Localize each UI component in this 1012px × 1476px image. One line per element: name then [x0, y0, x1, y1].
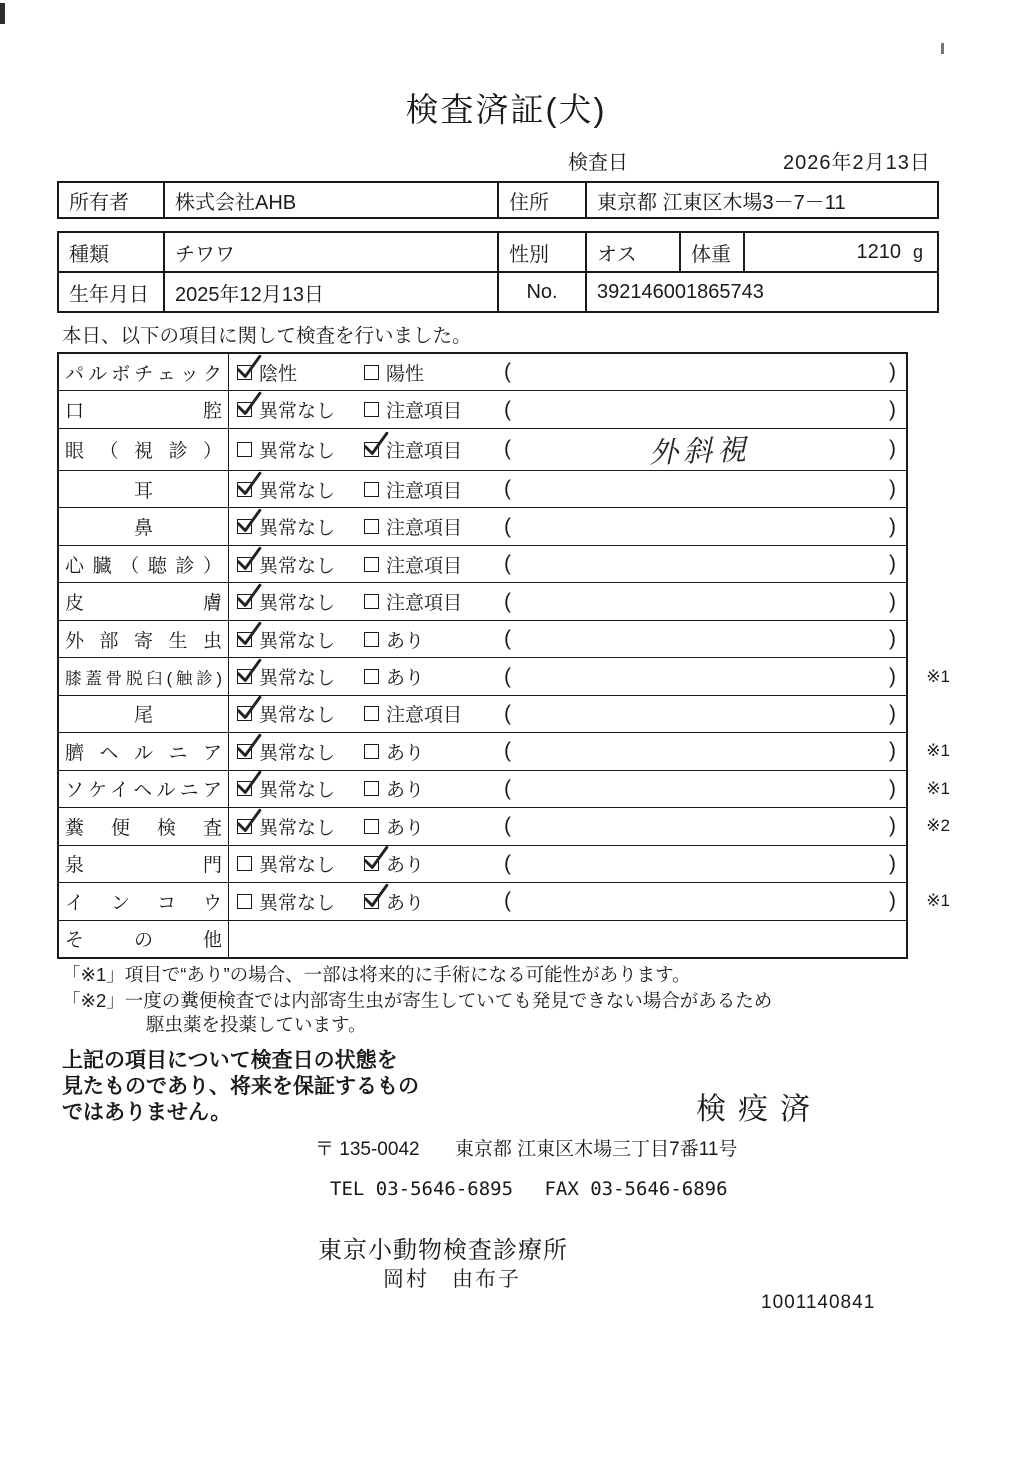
- result-field: [502, 398, 906, 422]
- checklist-row: [59, 508, 906, 545]
- checkmark-icon: [234, 546, 261, 573]
- checklist-row: [59, 583, 906, 620]
- option-label: あり: [386, 742, 425, 764]
- option-left: [237, 850, 364, 877]
- checkmark-icon: [234, 583, 261, 610]
- checkmark-icon: [361, 431, 388, 458]
- open-paren: (: [504, 477, 511, 501]
- row-note: ※1: [926, 778, 950, 798]
- breed-row: [59, 233, 937, 271]
- checklist-item-label: 耳: [133, 480, 153, 502]
- row-note: ※1: [926, 666, 950, 686]
- checklist-item-content: [229, 846, 906, 882]
- option-label: 注意項目: [386, 440, 463, 462]
- open-paren: (: [504, 776, 511, 800]
- close-paren: ): [889, 360, 896, 384]
- option-left: [237, 436, 364, 463]
- checkmark-icon: [361, 883, 388, 910]
- checkbox: [364, 442, 379, 457]
- checkbox: [237, 856, 252, 871]
- checklist-item-content: [229, 621, 906, 657]
- close-paren: ): [889, 514, 896, 538]
- breed-value: チワワ: [163, 233, 497, 271]
- option-left: [237, 588, 364, 615]
- option-label: 異常なし: [259, 705, 336, 727]
- option-left: [237, 813, 364, 840]
- checklist-item-label-cell: [59, 733, 229, 769]
- option-label: 異常なし: [259, 668, 336, 690]
- handwritten-note: [511, 403, 889, 416]
- result-field: [502, 552, 906, 576]
- option-left: [237, 396, 364, 423]
- option-label: 異常なし: [259, 855, 336, 877]
- checklist-item-label-cell: [59, 354, 229, 390]
- open-paren: (: [504, 701, 511, 725]
- checkbox: [237, 519, 252, 534]
- clinic-name: 東京小動物検査診療所: [318, 1237, 568, 1264]
- option-right: [364, 850, 502, 877]
- option-label: 異常なし: [259, 401, 336, 423]
- checkbox: [364, 365, 379, 380]
- result-field: [502, 360, 906, 384]
- close-paren: ): [889, 814, 896, 838]
- result-field: [502, 590, 906, 614]
- handwritten-note: [511, 632, 889, 645]
- checkmark-icon: [361, 845, 388, 872]
- close-paren: ): [889, 437, 896, 461]
- row-note: ※2: [926, 816, 950, 836]
- checklist-item-content: [229, 429, 906, 470]
- scan-artifact: [0, 3, 5, 24]
- handwritten-note: [511, 670, 889, 683]
- tel-number: TEL 03-5646-6895: [330, 1178, 514, 1200]
- checklist-item-label-cell: [59, 583, 229, 619]
- handwritten-note: [511, 895, 889, 908]
- handwritten-note: [511, 857, 889, 870]
- checkmark-icon: [234, 695, 261, 722]
- weight-unit: g: [912, 241, 923, 262]
- checkbox: [237, 744, 252, 759]
- sex-value: オス: [585, 233, 679, 271]
- close-paren: ): [889, 589, 896, 613]
- checklist-item-label: ソケイヘルニア: [65, 780, 222, 802]
- result-field: [502, 814, 906, 838]
- close-paren: ): [889, 627, 896, 651]
- option-label: あり: [386, 780, 425, 802]
- option-right: [364, 738, 502, 765]
- open-paren: (: [504, 552, 511, 576]
- open-paren: (: [504, 360, 511, 384]
- handwritten-note: [511, 483, 889, 496]
- option-right: [364, 775, 502, 802]
- option-right: [364, 626, 502, 653]
- option-left: [237, 626, 364, 653]
- option-label: あり: [386, 817, 425, 839]
- page-title: 検査済証(犬): [405, 91, 607, 128]
- checklist-item-label: インコウ: [65, 892, 222, 914]
- checklist-item-label-cell: [59, 771, 229, 807]
- handwritten-note: [511, 595, 889, 608]
- checkbox: [237, 819, 252, 834]
- checklist-item-label-cell: [59, 546, 229, 582]
- footnote-2-cont: 駆虫薬を投薬しています。: [146, 1014, 367, 1035]
- checkmark-icon: [234, 508, 261, 535]
- veterinarian-name: 岡村 由布子: [383, 1268, 521, 1291]
- checklist-item-content: [229, 808, 906, 844]
- option-right: [364, 700, 502, 727]
- sex-label: 性別: [497, 233, 585, 271]
- checkbox: [237, 557, 252, 572]
- checklist-item-content: [229, 771, 906, 807]
- option-right: [364, 436, 502, 463]
- handwritten-note: [511, 520, 889, 533]
- checklist-row: [59, 696, 906, 733]
- checklist-item-label-cell: [59, 808, 229, 844]
- option-label: 注意項目: [386, 555, 463, 577]
- disclaimer-line1: 上記の項目について検査日の状態を: [62, 1049, 398, 1072]
- close-paren: ): [889, 664, 896, 688]
- tel-fax-line: [330, 1178, 728, 1200]
- option-right: [364, 813, 502, 840]
- footnote-1: 「※1」項目で“あり”の場合、一部は将来的に手術になる可能性があります。: [62, 964, 691, 985]
- checkbox: [364, 781, 379, 796]
- close-paren: ): [889, 552, 896, 576]
- option-right: [364, 663, 502, 690]
- checkbox: [364, 402, 379, 417]
- open-paren: (: [504, 397, 511, 421]
- option-label: あり: [386, 855, 425, 877]
- handwritten-note: [511, 820, 889, 833]
- checklist-table: [57, 352, 950, 959]
- open-paren: (: [504, 851, 511, 875]
- checklist-item-content: [229, 883, 906, 919]
- option-right: [364, 476, 502, 503]
- disclaimer-line2: 見たものであり、将来を保証するもの: [62, 1075, 419, 1098]
- birth-label: 生年月日: [69, 283, 149, 306]
- option-left: [237, 663, 364, 690]
- checklist-item-label: 臍ヘルニア: [65, 742, 222, 764]
- checklist-item-content: [229, 921, 906, 957]
- scan-artifact: [941, 43, 944, 54]
- checkmark-icon: [234, 733, 261, 760]
- checkbox: [364, 744, 379, 759]
- checklist-item-label: 心臓（聴診）: [65, 555, 222, 577]
- option-left: [237, 888, 364, 915]
- checklist-row: [59, 733, 950, 770]
- checklist-item-label-cell: [59, 883, 229, 919]
- checklist-item-label: 外部寄生虫: [65, 630, 222, 652]
- owner-label: 所有者: [69, 191, 129, 214]
- option-label: 陰性: [259, 363, 298, 385]
- inspection-date-label: 検査日: [568, 152, 628, 174]
- checklist-row: [59, 429, 906, 471]
- result-field: [502, 852, 906, 876]
- checklist-item-content: [229, 471, 906, 507]
- option-label: 注意項目: [386, 401, 463, 423]
- checklist-row: [59, 471, 906, 508]
- weight-cell: [743, 233, 937, 271]
- option-label: 異常なし: [259, 440, 336, 462]
- address-label: 住所: [497, 183, 585, 217]
- handwritten-note: [511, 707, 889, 720]
- close-paren: ): [889, 851, 896, 875]
- checklist-item-content: [229, 658, 906, 694]
- option-label: 異常なし: [259, 892, 336, 914]
- open-paren: (: [504, 664, 511, 688]
- option-label: 異常なし: [259, 817, 336, 839]
- checklist-row: [59, 546, 906, 583]
- option-label: 陽性: [386, 363, 425, 385]
- quarantine-stamp: 検疫済: [696, 1093, 822, 1126]
- dog-info-table: [57, 231, 939, 313]
- option-right: [364, 513, 502, 540]
- weight-label: 体重: [679, 233, 743, 271]
- birth-value: 2025年12月13日: [163, 273, 497, 311]
- intro-text: 本日、以下の項目に関して検査を行いました。: [62, 325, 472, 347]
- checklist-item-label: 泉門: [65, 855, 222, 877]
- option-label: 異常なし: [259, 593, 336, 615]
- checklist-item-label: 口腔: [65, 401, 222, 423]
- checkbox: [364, 557, 379, 572]
- checklist-item-label-cell: [59, 621, 229, 657]
- checkbox: [364, 894, 379, 909]
- checklist-row: [59, 846, 906, 883]
- option-left: [237, 476, 364, 503]
- option-label: 異常なし: [259, 780, 336, 802]
- address-value: 東京都 江東区木場3－7－11: [585, 183, 937, 217]
- checkbox: [364, 856, 379, 871]
- checkmark-icon: [234, 354, 261, 381]
- checkmark-icon: [234, 808, 261, 835]
- checklist-item-label: 眼（視診）: [65, 440, 222, 462]
- open-paren: (: [504, 589, 511, 613]
- close-paren: ): [889, 397, 896, 421]
- checklist-row: [59, 921, 906, 957]
- open-paren: (: [504, 627, 511, 651]
- result-field: [502, 515, 906, 539]
- checklist-row: [59, 771, 950, 808]
- close-paren: ): [889, 776, 896, 800]
- checklist-item-content: [229, 733, 906, 769]
- row-note: ※1: [926, 891, 950, 911]
- close-paren: ): [889, 701, 896, 725]
- checklist-item-label-cell: [59, 429, 229, 470]
- checklist-item-content: [229, 391, 906, 427]
- checklist-row: [59, 883, 950, 920]
- checkbox: [364, 594, 379, 609]
- checkbox: [237, 781, 252, 796]
- handwritten-note: [511, 745, 889, 758]
- checkmark-icon: [234, 471, 261, 498]
- serial-number: 1001140841: [761, 1292, 876, 1313]
- checklist-item-content: [229, 354, 906, 390]
- open-paren: (: [504, 814, 511, 838]
- checklist-item-label: 糞便検査: [65, 817, 222, 839]
- handwritten-note: [511, 366, 889, 379]
- option-label: あり: [386, 668, 425, 690]
- checklist-item-label-cell: [59, 391, 229, 427]
- result-field: [502, 477, 906, 501]
- checklist-item-label-cell: [59, 658, 229, 694]
- checkbox: [237, 706, 252, 721]
- checklist-row: [59, 808, 950, 845]
- option-left: [237, 700, 364, 727]
- checkbox: [364, 482, 379, 497]
- option-label: 注意項目: [386, 480, 463, 502]
- owner-table: [57, 181, 939, 219]
- checkmark-icon: [234, 658, 261, 685]
- handwritten-note: [511, 558, 889, 571]
- option-right: [364, 888, 502, 915]
- close-paren: ): [889, 889, 896, 913]
- open-paren: (: [504, 889, 511, 913]
- option-left: [237, 738, 364, 765]
- close-paren: ): [889, 477, 896, 501]
- postal-line: [315, 1134, 737, 1161]
- result-field: [502, 777, 906, 801]
- checklist-item-label-cell: [59, 471, 229, 507]
- open-paren: (: [504, 739, 511, 763]
- weight-value: 1210: [856, 240, 901, 263]
- checkbox: [237, 894, 252, 909]
- footnote-2: 「※2」一度の糞便検査では内部寄生虫が寄生していても発見できない場合があるため: [62, 990, 773, 1011]
- option-label: 異常なし: [259, 518, 336, 540]
- inspection-date-value: 2026年2月13日: [783, 152, 931, 174]
- close-paren: ): [889, 739, 896, 763]
- checklist-item-label-cell: [59, 508, 229, 544]
- checkbox: [237, 632, 252, 647]
- checkbox: [237, 402, 252, 417]
- checklist-item-label-cell: [59, 846, 229, 882]
- option-left: [237, 775, 364, 802]
- checkbox: [364, 519, 379, 534]
- checklist-item-content: [229, 546, 906, 582]
- checklist-item-label-cell: [59, 921, 229, 957]
- disclaimer: [62, 1048, 419, 1126]
- checklist-item-label: その他: [65, 930, 222, 952]
- fax-number: FAX 03-5646-6896: [544, 1178, 728, 1200]
- checklist-item-label: 鼻: [133, 518, 153, 540]
- checklist-item-content: [229, 583, 906, 619]
- breed-label: 種類: [69, 243, 109, 266]
- postal-code: 〒 135-0042: [315, 1139, 420, 1160]
- checkmark-icon: [234, 770, 261, 797]
- checklist-row: [59, 354, 906, 391]
- option-label: 注意項目: [386, 518, 463, 540]
- handwritten-note: [511, 782, 889, 795]
- option-label: 注意項目: [386, 705, 463, 727]
- row-note: ※1: [926, 741, 950, 761]
- checklist-item-label: 尾: [133, 705, 153, 727]
- checkbox: [364, 706, 379, 721]
- option-right: [364, 359, 502, 386]
- checklist-item-label-cell: [59, 696, 229, 732]
- checklist-row: [59, 621, 906, 658]
- no-label: No.: [497, 273, 585, 311]
- checklist-item-label: 皮膚: [65, 593, 222, 615]
- checklist-row: [59, 391, 906, 428]
- checklist-item-content: [229, 696, 906, 732]
- option-left: [237, 513, 364, 540]
- result-field: [502, 889, 906, 913]
- disclaimer-line3: ではありません。: [62, 1101, 232, 1124]
- result-field: [502, 739, 906, 763]
- option-label: 注意項目: [386, 593, 463, 615]
- option-left: [237, 551, 364, 578]
- checklist-row: [59, 658, 950, 695]
- option-label: 異常なし: [259, 480, 336, 502]
- option-label: 異常なし: [259, 742, 336, 764]
- handwritten-note: 外斜視: [648, 432, 752, 470]
- no-value: 392146001865743: [585, 273, 937, 311]
- option-label: 異常なし: [259, 630, 336, 652]
- open-paren: (: [504, 514, 511, 538]
- checkbox: [237, 482, 252, 497]
- checkbox: [237, 669, 252, 684]
- clinic-address: 東京都 江東区木場三丁目7番11号: [454, 1139, 738, 1160]
- birth-row: [59, 271, 937, 311]
- checkbox: [237, 365, 252, 380]
- checkbox: [237, 442, 252, 457]
- option-right: [364, 396, 502, 423]
- open-paren: (: [504, 437, 511, 461]
- result-field: [502, 665, 906, 689]
- result-field: [502, 429, 906, 470]
- owner-value: 株式会社AHB: [163, 183, 497, 217]
- option-label: あり: [386, 892, 425, 914]
- checkbox: [364, 669, 379, 684]
- option-right: [364, 588, 502, 615]
- result-field: [502, 702, 906, 726]
- result-field: [502, 627, 906, 651]
- checklist-item-label: 膝蓋骨脱臼(触診): [65, 669, 222, 688]
- checklist-item-label: パルボチェック: [65, 363, 222, 385]
- option-label: 異常なし: [259, 555, 336, 577]
- option-label: あり: [386, 630, 425, 652]
- option-right: [364, 551, 502, 578]
- checklist-item-content: [229, 508, 906, 544]
- checkbox: [364, 819, 379, 834]
- checkmark-icon: [234, 391, 261, 418]
- checkbox: [237, 594, 252, 609]
- checkbox: [364, 632, 379, 647]
- option-left: [237, 359, 364, 386]
- checkmark-icon: [234, 621, 261, 648]
